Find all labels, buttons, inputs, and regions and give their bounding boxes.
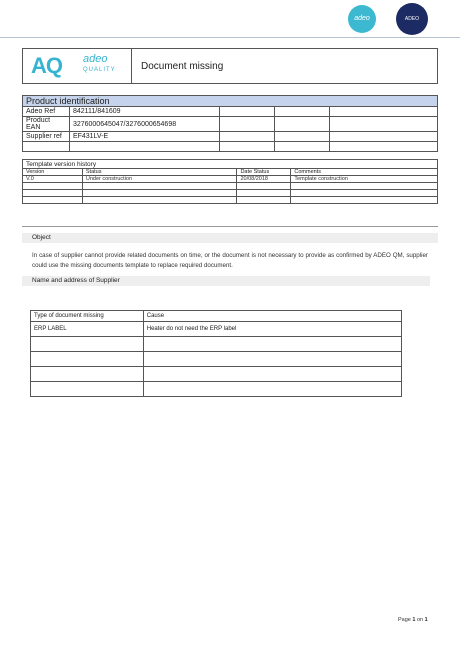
adeo-quality-logo [23, 49, 132, 83]
object-text: In case of supplier cannot provide related documents on time, or the document is not necessary to provide as confirmed by ADEO QM, supplier could use the missing documents template to replace required document. [32, 252, 428, 269]
product-identification-title: Product identification [22, 95, 438, 107]
version-cell: V.0 [23, 176, 83, 183]
logo-brand-text: adeo [83, 53, 108, 65]
of-word: on [416, 617, 424, 623]
row-label: Product EAN [23, 117, 70, 132]
table-row [31, 322, 402, 337]
status-cell: Under construction [82, 176, 237, 183]
row-label: Adeo Ref [23, 107, 70, 117]
row-label: Supplier ref [23, 132, 70, 142]
object-heading: Object [22, 233, 438, 243]
row-label [23, 142, 70, 152]
column-header: Comments [291, 169, 438, 176]
date-cell: 20/08/2018 [237, 176, 291, 183]
column-header: Version [23, 169, 83, 176]
column-header: Cause [143, 311, 401, 322]
document-header [22, 48, 438, 84]
table-row [31, 352, 402, 367]
template-history-title: Template version history [22, 159, 438, 169]
missing-documents-table [30, 310, 402, 397]
row-value: 3276000645047/3276000654698 [69, 117, 219, 132]
cause-cell: Heater do not need the ERP label [143, 322, 401, 337]
table-row [23, 107, 438, 117]
adeo-logo: adeo [348, 5, 376, 33]
page-word: Page [398, 617, 411, 623]
table-row [23, 132, 438, 142]
adeo-services-badge: ADEO SERVICES [396, 3, 428, 35]
column-header: Date Status [237, 169, 291, 176]
table-row [23, 117, 438, 132]
column-header: Type of document missing [31, 311, 144, 322]
comments-cell: Template construction [291, 176, 438, 183]
document-title: Document missing [141, 61, 224, 72]
section-divider [22, 226, 438, 227]
table-row [31, 337, 402, 352]
row-value [69, 142, 219, 152]
row-value: 842111/841609 [69, 107, 219, 117]
table-header-row [23, 169, 438, 176]
table-row [23, 197, 438, 204]
document-type-cell: ERP LABEL [31, 322, 144, 337]
template-history-table [22, 168, 438, 204]
aq-logo-mark: AQ [31, 53, 62, 78]
supplier-heading: Name and address of Supplier [22, 276, 430, 286]
table-row [31, 382, 402, 397]
page-footer [398, 617, 428, 623]
table-row [23, 190, 438, 197]
column-header: Status [82, 169, 237, 176]
table-row [23, 176, 438, 183]
row-value: EF431LV-E [69, 132, 219, 142]
page-total: 1 [424, 617, 428, 623]
table-row [23, 142, 438, 152]
table-row [31, 367, 402, 382]
top-divider [0, 37, 460, 38]
table-row [23, 183, 438, 190]
product-identification-table [22, 106, 438, 152]
table-header-row [31, 311, 402, 322]
logo-subtitle: QUALITY [83, 67, 116, 73]
page-number: 1 [412, 617, 416, 623]
